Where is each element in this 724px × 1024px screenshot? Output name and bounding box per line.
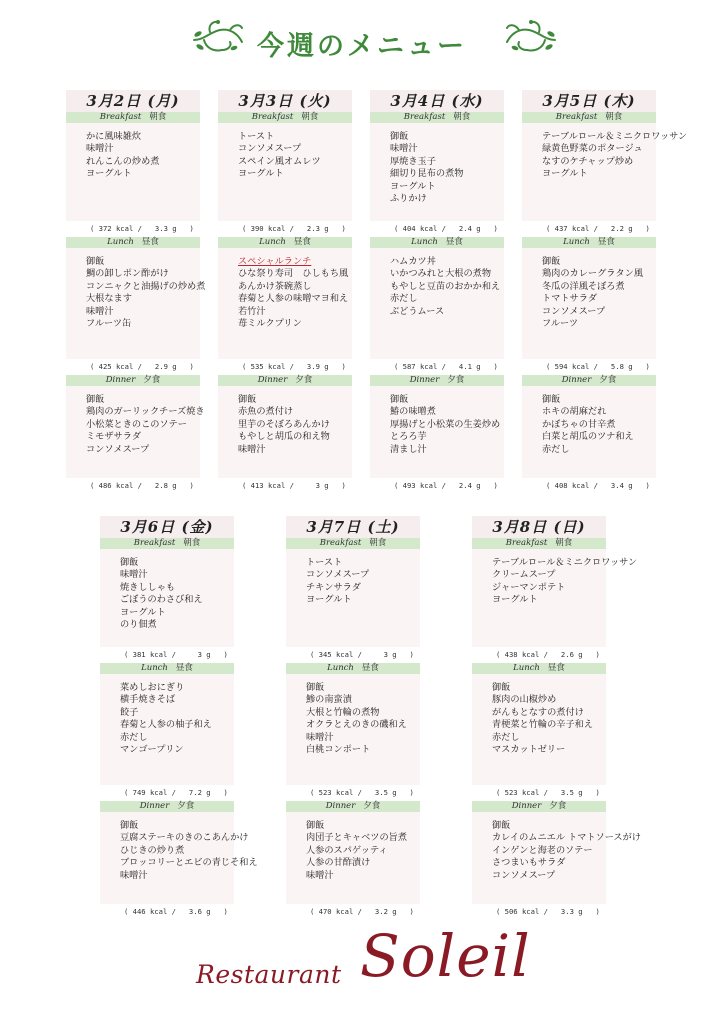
menu-item: クリームスープ	[492, 569, 556, 581]
meal-header-breakfast	[286, 538, 420, 549]
meal-label-jp: 昼食	[597, 237, 615, 247]
meal-label-en: Lunch	[563, 237, 590, 247]
menu-item: 御飯	[86, 256, 105, 267]
menu-item: あんかけ茶碗蒸し	[238, 280, 312, 292]
menu-item: ホキの胡麻だれ	[542, 406, 607, 418]
menu-item: コンソメスープ	[542, 305, 606, 317]
meal-label-jp: 夕食	[177, 801, 195, 811]
menu-item: 赤魚の煮付け	[238, 406, 294, 418]
meal-label-jp: 夕食	[447, 375, 465, 385]
menu-item: 御飯	[120, 820, 139, 831]
menu-item: 御飯	[306, 820, 325, 831]
menu-item: ハムカツ丼	[390, 256, 436, 267]
menu-item: 御飯	[120, 557, 139, 568]
day-column	[286, 516, 420, 920]
meal-label-en: Lunch	[107, 237, 134, 247]
menu-item: ミモザサラダ	[86, 431, 142, 443]
meal-label-jp: 夕食	[363, 801, 381, 811]
meal-menu-breakfast	[66, 123, 200, 221]
meal-menu-lunch	[66, 248, 206, 359]
nutrition-info: ( 523 kcal / 3.5 g )	[496, 788, 600, 797]
menu-item: なすのケチャップ炒め	[542, 155, 634, 167]
meal-label-jp: 昼食	[361, 663, 379, 673]
meal-header-dinner	[370, 375, 504, 386]
page-title: 今週のメニュー	[257, 31, 467, 62]
menu-item: 鯛の卸しポン酢がけ	[86, 268, 169, 280]
meal-label-jp: 昼食	[175, 663, 193, 673]
meal-header-lunch	[66, 237, 200, 248]
menu-item: 鰆の味噌煮	[390, 406, 436, 418]
meal-label-jp: 夕食	[143, 375, 161, 385]
nutrition-info: ( 408 kcal / 3.4 g )	[546, 481, 650, 490]
menu-item: 菜めしおにぎり	[120, 682, 185, 693]
menu-item: ひな祭り寿司 ひしもち風	[238, 268, 349, 280]
restaurant-label: Restaurant	[196, 960, 342, 989]
nutrition-info: ( 438 kcal / 2.6 g )	[496, 650, 600, 659]
menu-item: 味噌汁	[86, 305, 114, 317]
nutrition-info: ( 470 kcal / 3.2 g )	[310, 907, 414, 916]
meal-label-en: Dinner	[139, 801, 170, 811]
meal-label-en: Dinner	[511, 801, 542, 811]
day-column	[370, 90, 504, 494]
meal-header-lunch	[522, 237, 656, 248]
menu-item: 大根と竹輪の煮物	[306, 706, 380, 718]
menu-item: トースト	[238, 131, 275, 142]
meal-label-en: Lunch	[259, 237, 286, 247]
menu-item: ごぼうのわさび和え	[120, 594, 203, 606]
menu-item: スペイン風オムレツ	[238, 155, 321, 167]
menu-item: 御飯	[306, 682, 325, 693]
nutrition-info: ( 404 kcal / 2.4 g )	[394, 224, 498, 233]
menu-item: ヨーグルト	[238, 168, 284, 180]
menu-item: 冬瓜の洋風そぼろ煮	[542, 280, 625, 292]
menu-item: がんもとなすの煮付け	[492, 706, 584, 718]
day-column	[218, 90, 352, 494]
nutrition-info: ( 413 kcal / 3 g )	[242, 481, 346, 490]
menu-item: 味噌汁	[120, 569, 148, 581]
nutrition-info: ( 523 kcal / 3.5 g )	[310, 788, 414, 797]
day-date: 3月6日 (金)	[100, 516, 234, 538]
day-date: 3月3日 (火)	[218, 90, 352, 112]
menu-item: ヨーグルト	[492, 594, 538, 606]
meal-menu-lunch	[100, 674, 234, 785]
day-column	[66, 90, 206, 494]
menu-item: コンニャクと油揚げの炒め煮	[86, 280, 206, 292]
meal-label-en: Dinner	[325, 801, 356, 811]
menu-item: ヨーグルト	[390, 180, 436, 192]
meal-menu-lunch	[218, 248, 352, 359]
menu-item: 肉団子とキャベツの旨煮	[306, 832, 408, 844]
menu-item: 小松菜ときのこのソテー	[86, 418, 187, 430]
menu-item: マスカットゼリー	[492, 744, 566, 756]
meal-menu-breakfast	[370, 123, 504, 221]
meal-label-en: Breakfast	[555, 112, 598, 122]
meal-label-jp: 夕食	[549, 801, 567, 811]
meal-menu-breakfast	[286, 549, 420, 647]
menu-item: 人参のスパゲッティ	[306, 844, 388, 856]
nutrition-info: ( 535 kcal / 3.9 g )	[242, 362, 346, 371]
nutrition-info: ( 493 kcal / 2.4 g )	[394, 481, 498, 490]
menu-item: 御飯	[542, 394, 561, 405]
menu-item: 緑黄色野菜のポタージュ	[542, 143, 643, 155]
meal-menu-breakfast	[522, 123, 688, 221]
meal-label-en: Breakfast	[133, 538, 176, 548]
meal-label-jp: 朝食	[555, 538, 573, 548]
menu-item: トースト	[306, 557, 343, 568]
meal-menu-lunch	[286, 674, 420, 785]
menu-item: 御飯	[86, 394, 105, 405]
meal-label-en: Dinner	[561, 375, 592, 385]
menu-item: のり佃煮	[120, 619, 157, 631]
meal-menu-dinner	[286, 812, 420, 904]
meal-label-jp: 昼食	[293, 237, 311, 247]
meal-label-en: Dinner	[257, 375, 288, 385]
nutrition-info: ( 390 kcal / 2.3 g )	[242, 224, 346, 233]
day-date: 3月2日 (月)	[66, 90, 200, 112]
meal-menu-breakfast	[100, 549, 234, 647]
meal-label-en: Lunch	[513, 663, 540, 673]
menu-item: コンソメスープ	[492, 869, 556, 881]
meal-label-jp: 朝食	[301, 112, 319, 122]
menu-item: コンソメスープ	[238, 143, 302, 155]
menu-item: 御飯	[390, 131, 409, 142]
meal-menu-dinner	[472, 812, 641, 904]
meal-header-lunch	[218, 237, 352, 248]
menu-item: チキンサラダ	[306, 581, 361, 593]
meal-label-en: Breakfast	[505, 538, 548, 548]
day-date: 3月7日 (土)	[286, 516, 420, 538]
menu-item: 味噌汁	[86, 143, 114, 155]
menu-item: ヨーグルト	[120, 606, 166, 618]
nutrition-info: ( 345 kcal / 3 g )	[310, 650, 414, 659]
day-date: 3月8日 (日)	[472, 516, 606, 538]
menu-item: カレイのムニエル トマトソースがけ	[492, 832, 641, 844]
nutrition-info: ( 506 kcal / 3.3 g )	[496, 907, 600, 916]
menu-item: フルーツ	[542, 318, 579, 330]
menu-item: 御飯	[542, 256, 561, 267]
menu-item: 春菊と人参の柚子和え	[120, 719, 212, 731]
menu-item: 厚焼き玉子	[390, 155, 436, 167]
menu-item: 赤だし	[120, 731, 148, 743]
menu-item: 赤だし	[542, 443, 570, 455]
meal-header-breakfast	[472, 538, 606, 549]
day-column	[522, 90, 688, 494]
menu-item: 赤だし	[492, 731, 520, 743]
meal-header-breakfast	[218, 112, 352, 123]
menu-item: 豆腐ステーキのきのこあんかけ	[120, 832, 249, 844]
meal-menu-breakfast	[472, 549, 638, 647]
menu-item: れんこんの炒め煮	[86, 155, 160, 167]
meal-label-jp: 夕食	[295, 375, 313, 385]
menu-item: ひじきの炒り煮	[120, 844, 185, 856]
meal-label-jp: 昼食	[445, 237, 463, 247]
menu-item: 若竹汁	[238, 305, 266, 317]
menu-item: 大根なます	[86, 293, 132, 305]
nutrition-info: ( 437 kcal / 2.2 g )	[546, 224, 650, 233]
menu-item: さつまいもサラダ	[492, 857, 566, 869]
meal-label-jp: 昼食	[141, 237, 159, 247]
meal-header-dinner	[218, 375, 352, 386]
menu-item: 御飯	[492, 820, 511, 831]
menu-item: テーブルロール＆ミニクロワッサン	[542, 131, 688, 142]
meal-label-en: Dinner	[409, 375, 440, 385]
menu-item: ぶどうムース	[390, 305, 445, 317]
menu-item: 鯵の南蛮漬	[306, 694, 352, 706]
menu-item: 細切り昆布の煮物	[390, 168, 464, 180]
meal-label-en: Lunch	[411, 237, 438, 247]
menu-item: マンゴープリン	[120, 744, 184, 756]
meal-label-en: Dinner	[105, 375, 136, 385]
menu-item: 味噌汁	[238, 443, 266, 455]
menu-item: コンソメスープ	[306, 569, 370, 581]
menu-item: 味噌汁	[306, 731, 334, 743]
menu-item: 厚揚げと小松菜の生姜炒め	[390, 418, 501, 430]
meal-header-lunch	[286, 663, 420, 674]
meal-label-en: Breakfast	[403, 112, 446, 122]
meal-header-breakfast	[370, 112, 504, 123]
menu-item: 味噌汁	[390, 143, 418, 155]
day-column	[100, 516, 258, 920]
restaurant-name: Soleil	[360, 922, 531, 990]
menu-item: もやしと胡瓜の和え物	[238, 431, 330, 443]
meal-menu-lunch	[522, 248, 656, 359]
meal-label-en: Breakfast	[251, 112, 294, 122]
meal-label-jp: 夕食	[599, 375, 617, 385]
meal-label-en: Breakfast	[319, 538, 362, 548]
menu-item: 餃子	[120, 706, 139, 718]
menu-item: テーブルロール＆ミニクロワッサン	[492, 557, 638, 568]
menu-item: ヨーグルト	[306, 594, 352, 606]
meal-header-lunch	[472, 663, 606, 674]
nutrition-info: ( 486 kcal / 2.8 g )	[90, 481, 194, 490]
menu-item: 焼きししゃも	[120, 581, 176, 593]
meal-label-en: Lunch	[327, 663, 354, 673]
menu-item: ヨーグルト	[542, 168, 588, 180]
meal-label-jp: 朝食	[183, 538, 201, 548]
meal-menu-dinner	[370, 386, 504, 478]
menu-item: 横手焼きそば	[120, 694, 176, 706]
day-date: 3月4日 (水)	[370, 90, 504, 112]
meal-header-dinner	[66, 375, 200, 386]
menu-item: フルーツ缶	[86, 318, 132, 330]
day-column	[472, 516, 641, 920]
meal-label-jp: 昼食	[547, 663, 565, 673]
meal-header-lunch	[100, 663, 234, 674]
menu-item: 春菊と人参の味噌マヨ和え	[238, 293, 349, 305]
meal-label-jp: 朝食	[149, 112, 167, 122]
meal-header-lunch	[370, 237, 504, 248]
flourish-ornament-icon	[503, 18, 559, 62]
nutrition-info: ( 425 kcal / 2.9 g )	[90, 362, 194, 371]
special-lunch-label: スペシャルランチ	[238, 256, 312, 267]
meal-menu-dinner	[66, 386, 205, 478]
nutrition-info: ( 749 kcal / 7.2 g )	[124, 788, 228, 797]
meal-label-jp: 朝食	[453, 112, 471, 122]
menu-item: オクラとえのきの磯和え	[306, 719, 407, 731]
meal-header-breakfast	[522, 112, 656, 123]
meal-header-dinner	[522, 375, 656, 386]
nutrition-info: ( 381 kcal / 3 g )	[124, 650, 228, 659]
footer	[0, 918, 724, 1008]
menu-item: 白菜と胡瓜のツナ和え	[542, 431, 634, 443]
menu-item: ジャーマンポテト	[492, 581, 566, 593]
menu-item: 味噌汁	[120, 869, 148, 881]
meal-label-en: Lunch	[141, 663, 168, 673]
meal-header-dinner	[472, 801, 606, 812]
menu-item: 苺ミルクプリン	[238, 318, 302, 330]
menu-item: 御飯	[492, 682, 511, 693]
menu-item: 豚肉の山椒炒め	[492, 694, 557, 706]
menu-item: ブロッコリーとエビの青じそ和え	[120, 857, 258, 869]
meal-menu-lunch	[370, 248, 504, 359]
menu-item: 鶏肉のガーリックチーズ焼き	[86, 406, 205, 418]
day-date: 3月5日 (木)	[522, 90, 656, 112]
menu-item: トマトサラダ	[542, 293, 598, 305]
menu-item: かに風味雑炊	[86, 131, 142, 142]
menu-item: 鶏肉のカレーグラタン風	[542, 268, 643, 280]
menu-item: 赤だし	[390, 293, 418, 305]
header	[0, 18, 724, 68]
menu-item: 味噌汁	[306, 869, 334, 881]
meal-header-breakfast	[66, 112, 200, 123]
menu-item: インゲンと海老のソテー	[492, 844, 593, 856]
menu-item: コンソメスープ	[86, 443, 150, 455]
meal-header-breakfast	[100, 538, 234, 549]
meal-label-jp: 朝食	[605, 112, 623, 122]
meal-header-dinner	[286, 801, 420, 812]
meal-menu-dinner	[522, 386, 656, 478]
menu-item: とろろ芋	[390, 431, 427, 443]
menu-item: ヨーグルト	[86, 168, 132, 180]
nutrition-info: ( 587 kcal / 4.1 g )	[394, 362, 498, 371]
menu-item: 白桃コンポート	[306, 744, 371, 756]
nutrition-info: ( 446 kcal / 3.6 g )	[124, 907, 228, 916]
meal-menu-dinner	[218, 386, 352, 478]
menu-item: 里芋のそぼろあんかけ	[238, 418, 330, 430]
menu-item: 御飯	[238, 394, 257, 405]
nutrition-info: ( 372 kcal / 3.3 g )	[90, 224, 194, 233]
nutrition-info: ( 594 kcal / 5.8 g )	[546, 362, 650, 371]
meal-menu-breakfast	[218, 123, 352, 221]
menu-item: もやしと豆苗のおかか和え	[390, 280, 501, 292]
menu-item: 人参の甘酢漬け	[306, 857, 371, 869]
meal-menu-dinner	[100, 812, 258, 904]
meal-label-jp: 朝食	[369, 538, 387, 548]
menu-item: かぼちゃの甘辛煮	[542, 418, 616, 430]
menu-item: 御飯	[390, 394, 409, 405]
menu-item: いかつみれと大根の煮物	[390, 268, 492, 280]
meal-header-dinner	[100, 801, 234, 812]
menu-item: 清まし汁	[390, 443, 427, 455]
meal-menu-lunch	[472, 674, 606, 785]
meal-label-en: Breakfast	[99, 112, 142, 122]
menu-item: 青梗菜と竹輪の辛子和え	[492, 719, 594, 731]
menu-item: ふりかけ	[390, 193, 427, 205]
